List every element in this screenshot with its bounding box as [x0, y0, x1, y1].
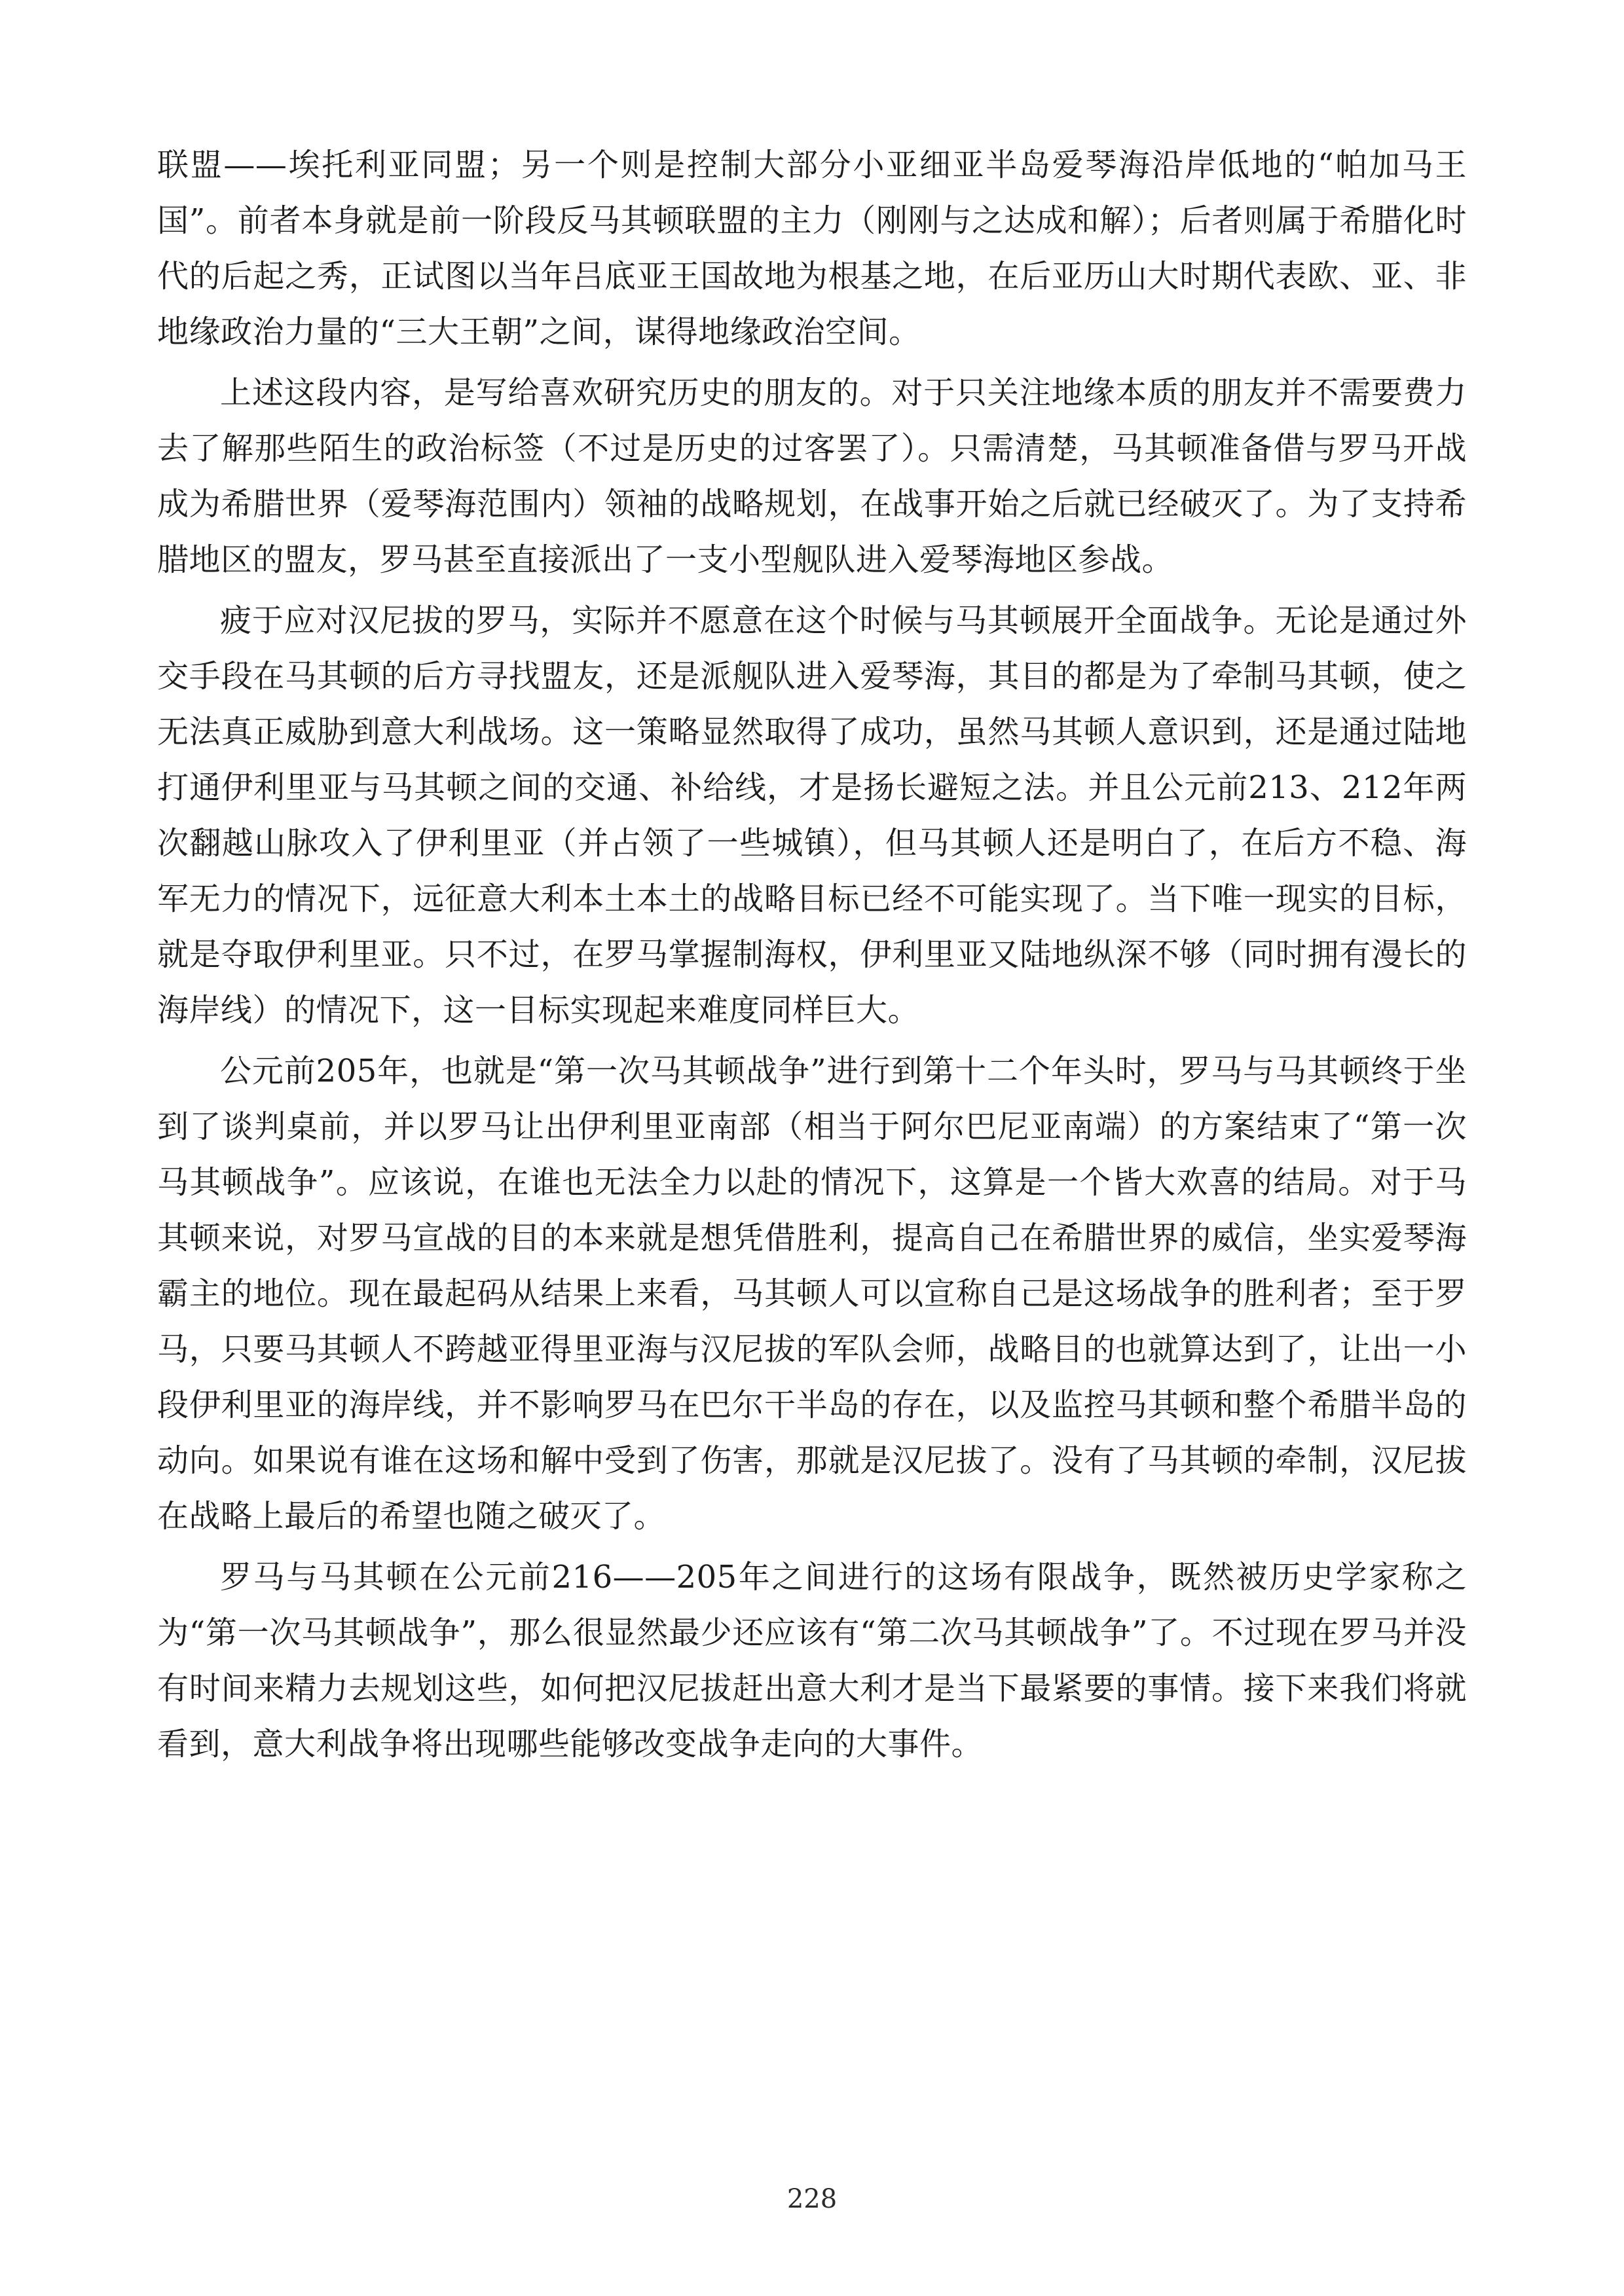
paragraph: 公元前205年，也就是“第一次马其顿战争”进行到第十二个年头时，罗马与马其顿终于坐到了谈判桌前，并以罗马让出伊利里亚南部（相当于阿尔巴尼亚南端）的方案结束了“第一次马其顿战争”。应该说，在谁也无法全力以赴的情况下，这算是一个皆大欢喜的结局。对于马其顿来说，对罗马宣战的目的本来就是想凭借胜利，提高自己在希腊世界的威信，坐实爱琴海霸主的地位。现在最起码从结果上来看，马其顿人可以宣称自己是这场战争的胜利者；至于罗马，只要马其顿人不跨越亚得里亚海与汉尼拔的军队会师，战略目的也就算达到了，让出一小段伊利里亚的海岸线，并不影响罗马在巴尔干半岛的存在，以及监控马其顿和整个希腊半岛的动向。如果说有谁在这场和解中受到了伤害，那就是汉尼拔了。没有了马其顿的牵制，汉尼拔在战略上最后的希望也随之破灭了。: [157, 1053, 1467, 1535]
paragraph-continuation: 联盟——埃托利亚同盟；另一个则是控制大部分小亚细亚半岛爱琴海沿岸低地的“帕加马王国”。前者本身就是前一阶段反马其顿联盟的主力（刚刚与之达成和解）；后者则属于希腊化时代的后起之秀，正试图以当年吕底亚王国故地为根基之地，在后亚历山大时期代表欧、亚、非地缘政治力量的“三大王朝”之间，谋得地缘政治空间。: [157, 147, 1467, 350]
page-number: 228: [786, 2184, 838, 2214]
paragraph: 罗马与马其顿在公元前216——205年之间进行的这场有限战争，既然被历史学家称之为“第一次马其顿战争”，那么很显然最少还应该有“第二次马其顿战争”了。不过现在罗马并没有时间来精力去规划这些，如何把汉尼拔赶出意大利才是当下最紧要的事情。接下来我们将就看到，意大利战争将出现哪些能够改变战争走向的大事件。: [157, 1559, 1467, 1762]
body-text: [157, 137, 1467, 1777]
paragraph: 疲于应对汉尼拔的罗马，实际并不愿意在这个时候与马其顿展开全面战争。无论是通过外交手段在马其顿的后方寻找盟友，还是派舰队进入爱琴海，其目的都是为了牵制马其顿，使之无法真正威胁到意大利战场。这一策略显然取得了成功，虽然马其顿人意识到，还是通过陆地打通伊利里亚与马其顿之间的交通、补给线，才是扬长避短之法。并且公元前213、212年两次翻越山脉攻入了伊利里亚（并占领了一些城镇），但马其顿人还是明白了，在后方不稳、海军无力的情况下，远征意大利本土本土的战略目标已经不可能实现了。当下唯一现实的目标，就是夺取伊利里亚。只不过，在罗马掌握制海权，伊利里亚又陆地纵深不够（同时拥有漫长的海岸线）的情况下，这一目标实现起来难度同样巨大。: [157, 602, 1467, 1029]
paragraph: 上述这段内容，是写给喜欢研究历史的朋友的。对于只关注地缘本质的朋友并不需要费力去了解那些陌生的政治标签（不过是历史的过客罢了）。只需清楚，马其顿准备借与罗马开战成为希腊世界（爱琴海范围内）领袖的战略规划，在战事开始之后就已经破灭了。为了支持希腊地区的盟友，罗马甚至直接派出了一支小型舰队进入爱琴海地区参战。: [157, 374, 1467, 578]
